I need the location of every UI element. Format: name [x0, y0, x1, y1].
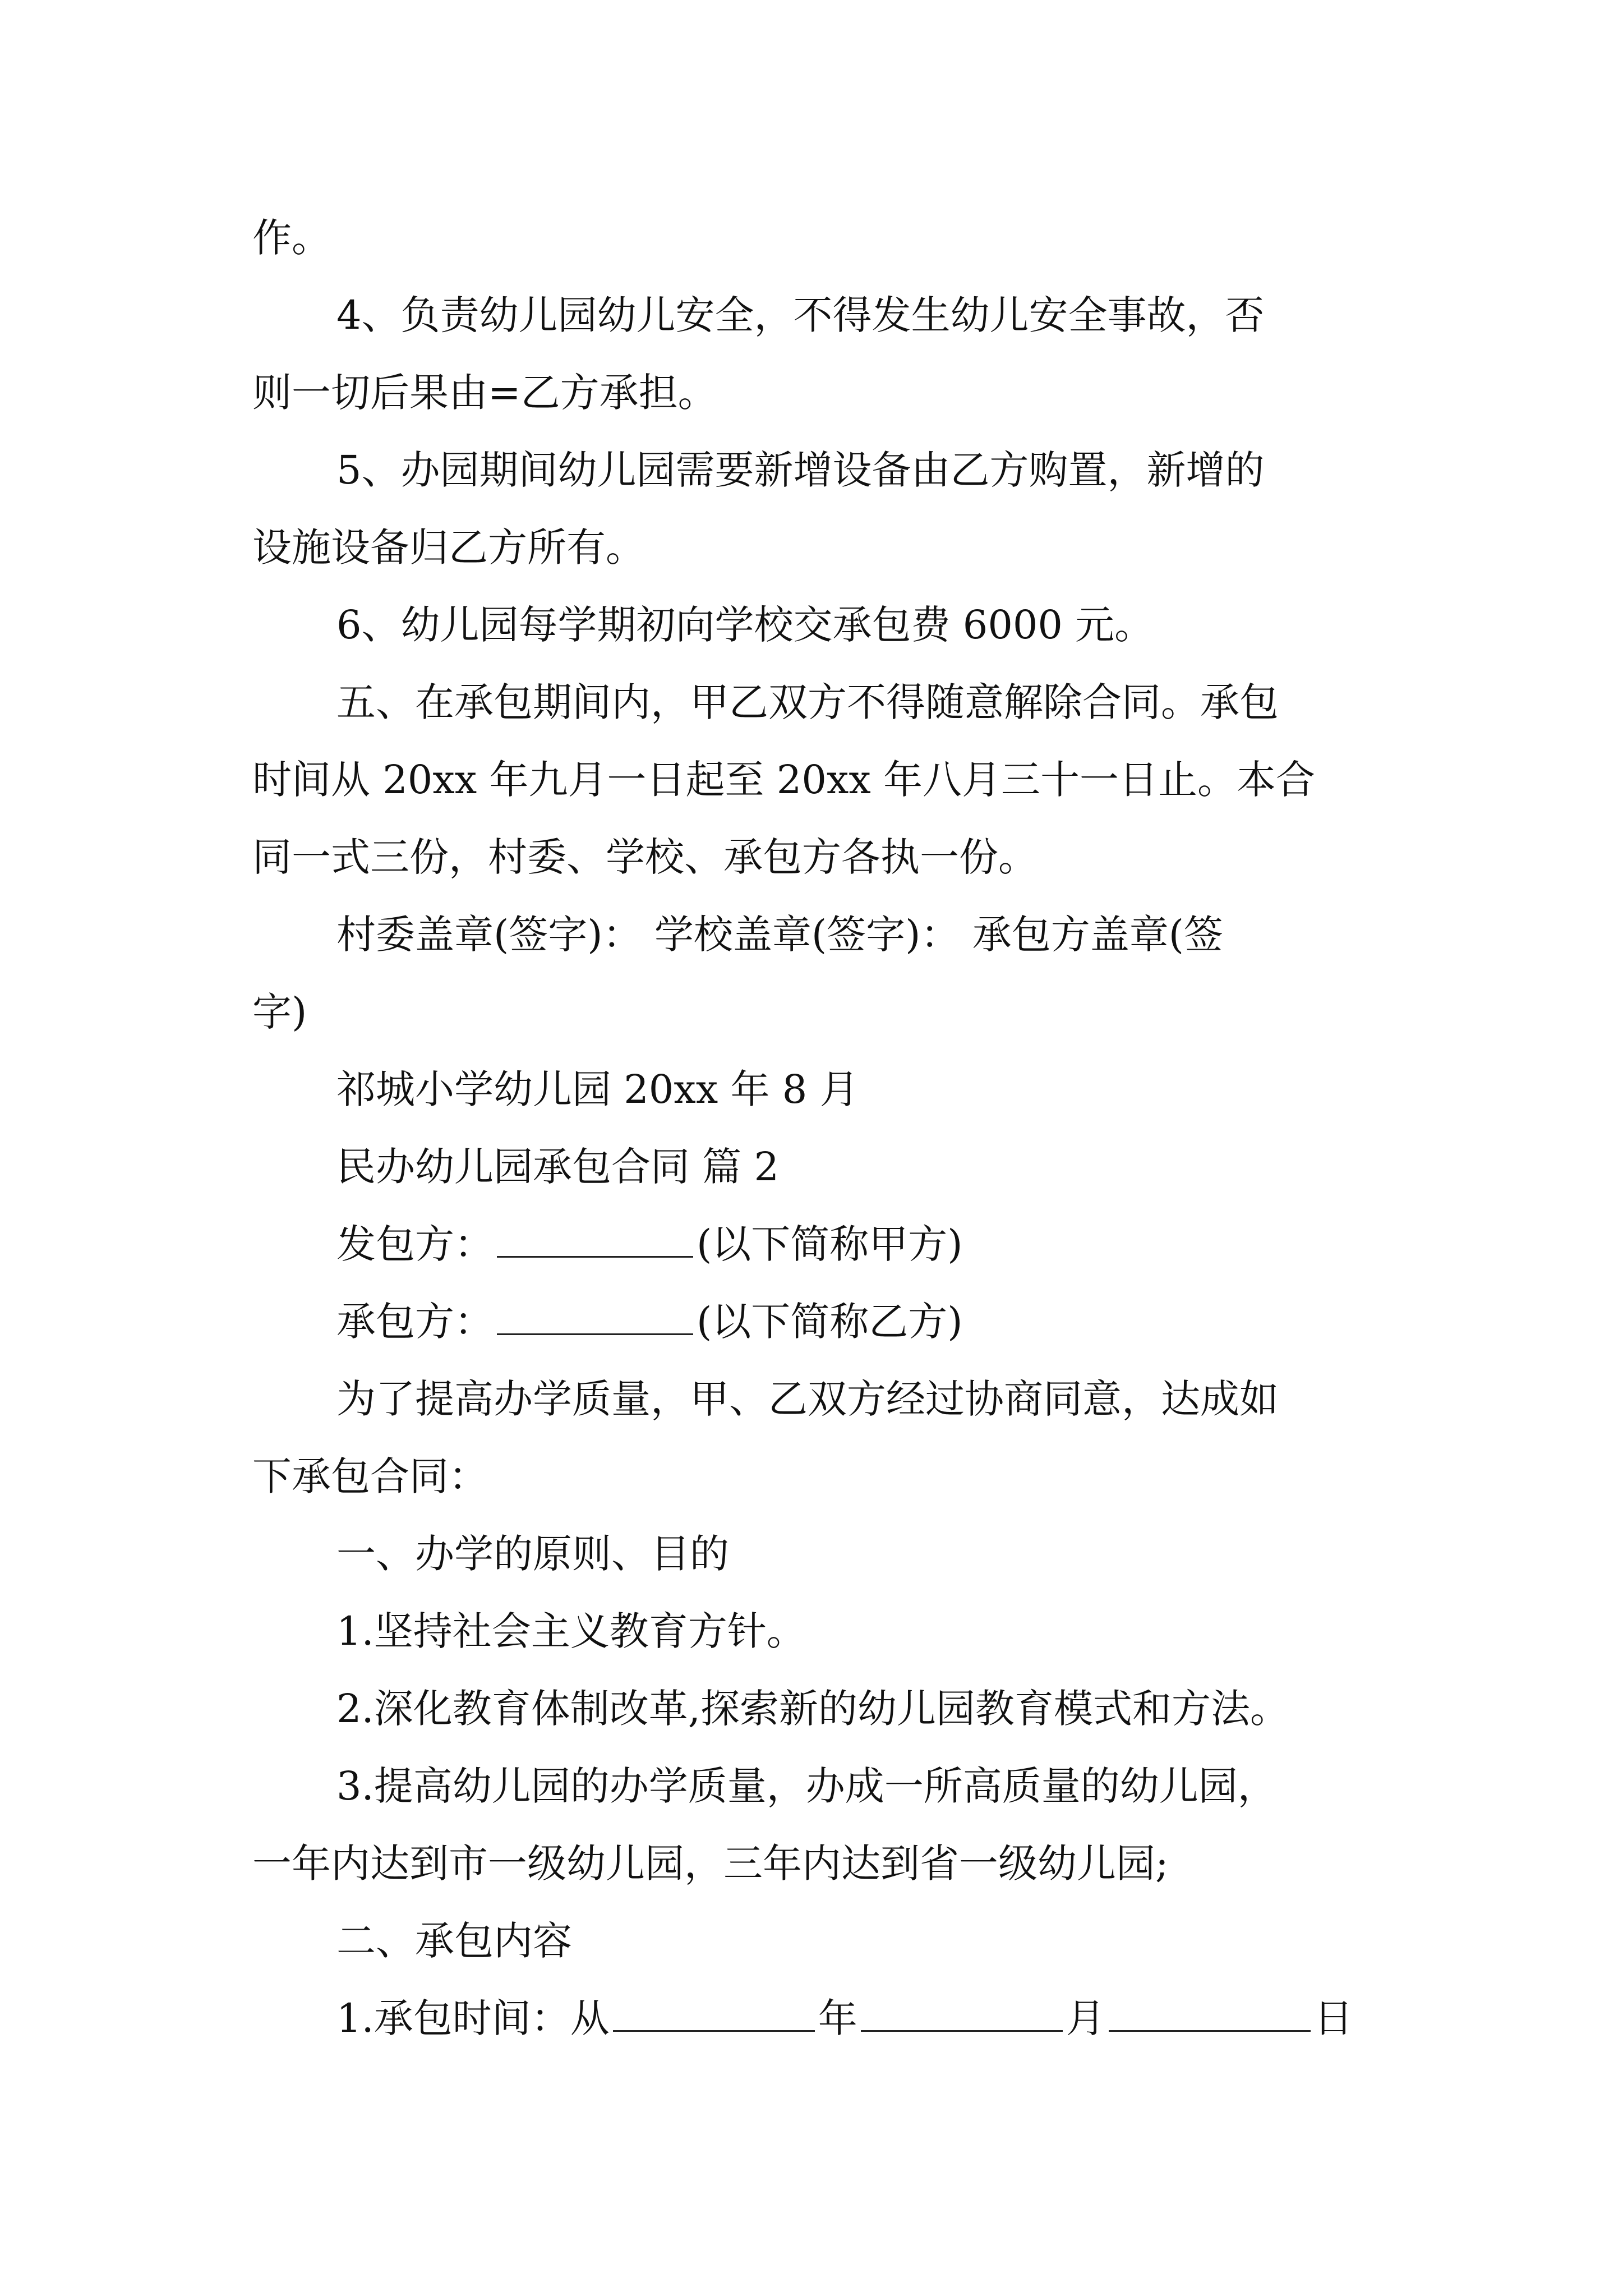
year-label: 年: [818, 1995, 857, 2041]
text-line: 同一式三份，村委、学校、承包方各执一份。: [252, 834, 1038, 880]
day-blank: [1109, 1995, 1311, 2032]
party-a-blank: [497, 1221, 693, 1258]
section-title: 民办幼儿园承包合同 篇 2: [336, 1144, 780, 1190]
text-line: 时间从 20xx 年九月一日起至 20xx 年八月三十一日止。本合: [252, 757, 1316, 803]
section-heading: 一、办学的原则、目的: [336, 1531, 729, 1577]
text-line: 一年内达到市一级幼儿园，三年内达到省一级幼儿园;: [252, 1841, 1169, 1887]
text-line: 为了提高办学质量，甲、乙双方经过协商同意，达成如: [336, 1376, 1279, 1422]
text-line: 作。: [252, 215, 331, 261]
text-line: 五、在承包期间内，甲乙双方不得随意解除合同。承包: [336, 679, 1279, 725]
section-heading: 二、承包内容: [336, 1918, 572, 1964]
party-a-suffix: (以下简称甲方): [697, 1221, 963, 1267]
text-line: 1.坚持社会主义教育方针。: [336, 1608, 806, 1654]
party-b-label: 承包方：: [336, 1299, 494, 1345]
party-b-blank: [497, 1299, 693, 1335]
text-line: 则一切后果由=乙方承担。: [252, 370, 717, 416]
term-label: 1.承包时间：从: [336, 1995, 610, 2041]
party-a-line: [336, 1221, 963, 1268]
party-b-suffix: (以下简称乙方): [697, 1299, 963, 1345]
day-label: 日: [1313, 1995, 1353, 2041]
text-line: 2.深化教育体制改革,探索新的幼儿园教育模式和方法。: [336, 1686, 1290, 1732]
text-line: 4、负责幼儿园幼儿安全，不得发生幼儿安全事故，否: [336, 292, 1265, 338]
text-line: 设施设备归乙方所有。: [252, 524, 645, 570]
party-b-line: [336, 1298, 963, 1345]
signature-line: 村委盖章(签字)： 学校盖章(签字)： 承包方盖章(签: [336, 912, 1224, 958]
party-a-label: 发包方：: [336, 1221, 494, 1267]
text-line: 3.提高幼儿园的办学质量，办成一所高质量的幼儿园，: [336, 1763, 1277, 1809]
text-line: 字): [252, 989, 307, 1035]
month-label: 月: [1066, 1995, 1105, 2041]
term-line: [336, 1995, 1353, 2042]
month-blank: [861, 1995, 1063, 2032]
year-blank: [613, 1995, 815, 2032]
date-line: 祁城小学幼儿园 20xx 年 8 月: [336, 1066, 859, 1112]
text-line: 下承包合同：: [252, 1453, 488, 1499]
text-line: 6、幼儿园每学期初向学校交承包费 6000 元。: [336, 602, 1154, 648]
text-line: 5、办园期间幼儿园需要新增设备由乙方购置，新增的: [336, 447, 1265, 493]
